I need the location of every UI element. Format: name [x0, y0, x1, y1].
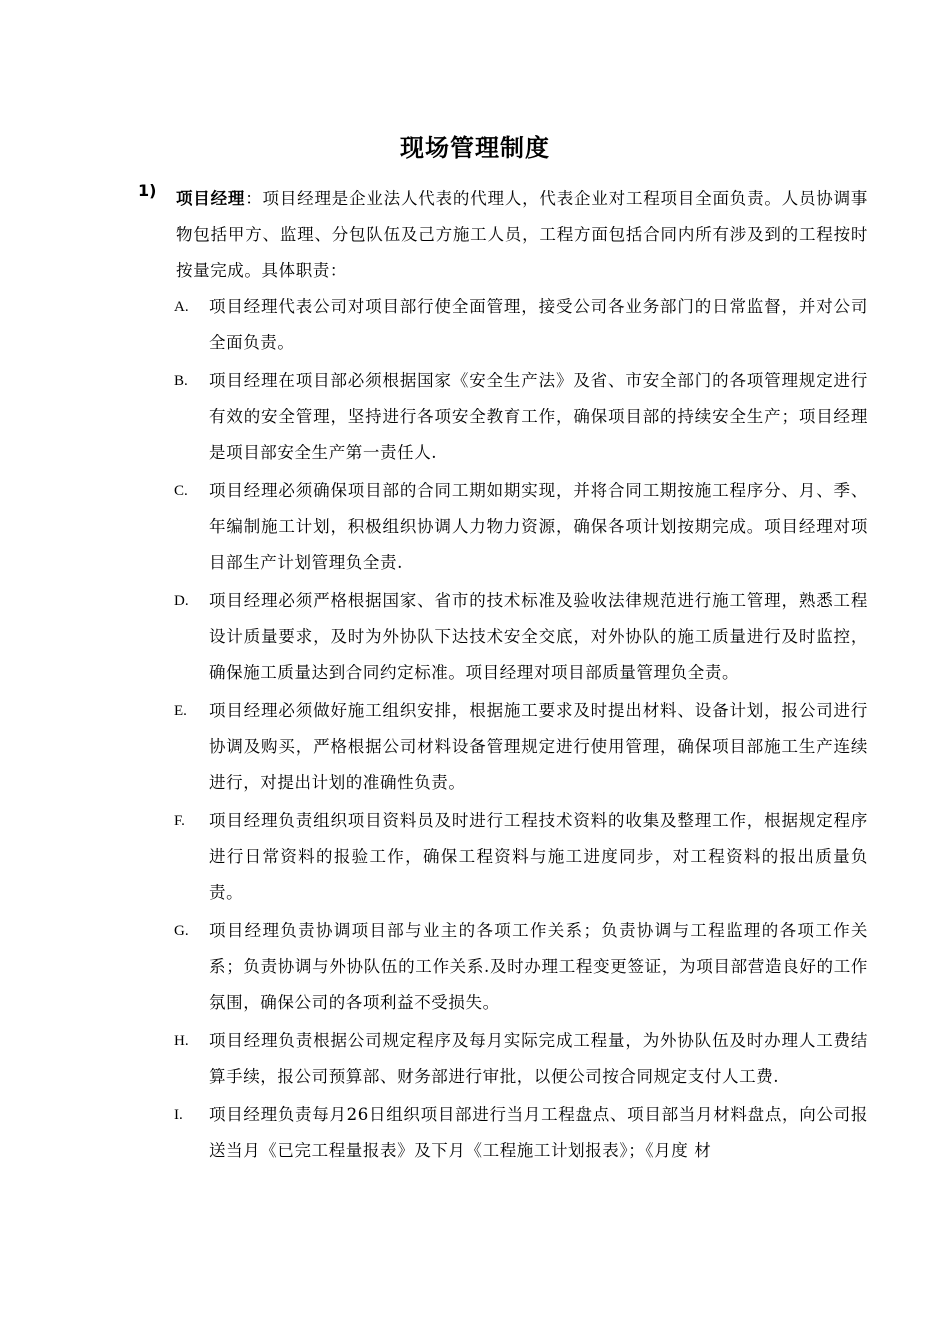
section-intro-text: ：项目经理是企业法人代表的代理人，代表企业对工程项目全面负责。人员协调事物包括甲方、监理、分包队伍及己方施工人员，工程方面包括合同内所有涉及到的工程按时按量完成。具体职责： — [176, 189, 868, 280]
section-number: 1) — [138, 181, 157, 200]
item-text: 项目经理代表公司对项目部行使全面管理，接受公司各业务部门的日常监督，并对公司全面负责。 — [209, 297, 868, 352]
page-title: 现场管理制度 — [400, 134, 550, 162]
item-text: 项目经理必须确保项目部的合同工期如期实现，并将合同工期按施工程序分、月、季、年编制施工计划，积极组织协调人力物力资源，确保各项计划按期完成。项目经理对项目部生产计划管理负全责. — [209, 481, 868, 572]
section-intro-paragraph — [176, 181, 868, 289]
list-item — [174, 473, 868, 581]
section-project-manager — [138, 181, 868, 1171]
section-heading: 项目经理 — [176, 189, 246, 208]
item-letter: F. — [174, 813, 185, 829]
list-item — [174, 1097, 868, 1169]
list-item — [174, 289, 868, 361]
item-text: 项目经理负责每月26日组织项目部进行当月工程盘点、项目部当月材料盘点，向公司报送当月《已完工程量报表》及下月《工程施工计划报表》；《月度 材 — [209, 1105, 868, 1160]
list-item — [174, 583, 868, 691]
item-text: 项目经理必须严格根据国家、省市的技术标准及验收法律规范进行施工管理，熟悉工程设计质量要求，及时为外协队下达技术安全交底，对外协队的施工质量进行及时监控，确保施工质量达到合同约定标准。项目经理对项目部质量管理负全责。 — [209, 591, 868, 682]
item-letter: C. — [174, 483, 188, 499]
list-item — [174, 693, 868, 801]
item-text: 项目经理负责根据公司规定程序及每月实际完成工程量，为外协队伍及时办理人工费结算手续，报公司预算部、财务部进行审批，以便公司按合同规定支付人工费. — [209, 1031, 868, 1086]
item-letter: E. — [174, 703, 187, 719]
list-item — [174, 803, 868, 911]
item-letter: D. — [174, 593, 189, 609]
item-letter: A. — [174, 299, 189, 315]
item-text: 项目经理负责组织项目资料员及时进行工程技术资料的收集及整理工作，根据规定程序进行日常资料的报验工作，确保工程资料与施工进度同步，对工程资料的报出质量负责。 — [209, 811, 868, 902]
item-text: 项目经理必须做好施工组织安排，根据施工要求及时提出材料、设备计划，报公司进行协调及购买，严格根据公司材料设备管理规定进行使用管理，确保项目部施工生产连续进行，对提出计划的准确性负责。 — [209, 701, 868, 792]
list-item — [174, 913, 868, 1021]
list-item — [174, 363, 868, 471]
item-text: 项目经理负责协调项目部与业主的各项工作关系；负责协调与工程监理的各项工作关系；负责协调与外协队伍的工作关系.及时办理工程变更签证，为项目部营造良好的工作氛围，确保公司的各项利益不受损失。 — [209, 921, 868, 1012]
item-letter: B. — [174, 373, 188, 389]
item-letter: I. — [174, 1107, 183, 1123]
item-letter: G. — [174, 923, 189, 939]
duty-list — [138, 289, 868, 1169]
list-item — [174, 1023, 868, 1095]
item-letter: H. — [174, 1033, 189, 1049]
item-text: 项目经理在项目部必须根据国家《安全生产法》及省、市安全部门的各项管理规定进行有效的安全管理，坚持进行各项安全教育工作，确保项目部的持续安全生产；项目经理是项目部安全生产第一责任人. — [209, 371, 868, 462]
